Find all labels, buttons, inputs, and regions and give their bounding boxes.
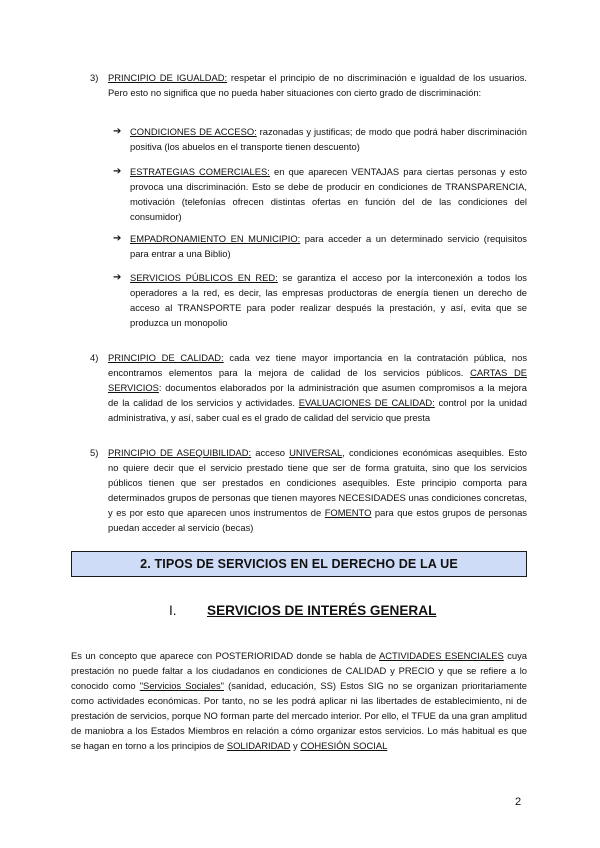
list-item (113, 270, 527, 330)
principle-text: control por la unidad administrativa, y así, saber cual es el grado de calidad del servicio que presta (108, 397, 528, 423)
list-item (113, 164, 527, 224)
arrow-right-icon: ➔ (113, 272, 122, 283)
cohesion-social-term: COHESIÓN SOCIAL (300, 740, 388, 751)
principle-text: para que estos grupos de personas puedan acceder al servicio (becas) (108, 507, 527, 533)
item-title: SERVICIOS PÚBLICOS EN RED: (130, 272, 278, 283)
principle-title: PRINCIPIO DE IGUALDAD: (108, 72, 228, 83)
solidaridad-term: SOLIDARIDAD (226, 740, 291, 751)
body-text: y (290, 740, 301, 751)
evaluaciones-de-calidad-term: EVALUACIONES DE CALIDAD: (298, 397, 435, 408)
item-text: para acceder a un determinado servicio (requisitos para entrar a una Biblio) (130, 233, 527, 259)
arrow-right-icon: ➔ (113, 166, 122, 177)
list-number: 3) (90, 72, 99, 83)
principle-text: acceso (251, 447, 290, 458)
fomento-term: FOMENTO (324, 507, 372, 518)
principle-asequibilidad (90, 445, 527, 535)
list-item (113, 124, 527, 154)
arrow-right-icon: ➔ (113, 233, 122, 244)
body-text: cuya prestación no puede faltar a los ciudadanos en condiciones de CALIDAD y PRECIO y que se refiere a lo conocido como (71, 650, 528, 691)
principle-title: PRINCIPIO DE ASEQUIBILIDAD: (108, 447, 252, 458)
cartas-de-servicios-term: CARTAS DE SERVICIOS (108, 367, 527, 393)
servicios-sociales-term: "Servicios Sociales" (139, 680, 224, 691)
body-text: Es un concepto que aparece con POSTERIORIDAD donde se habla de (71, 650, 379, 661)
section-heading-box (71, 551, 527, 577)
principle-text: : documentos elaborados por la administración que asumen compromisos a la mejora de la calidad de los servicios y actividades. (108, 382, 527, 408)
section-title: 2. TIPOS DE SERVICIOS EN EL DERECHO DE LA UE (140, 557, 458, 571)
subsection-title: SERVICIOS DE INTERÉS GENERAL (207, 603, 437, 618)
item-text: razonadas y justificas; de modo que podrá haber discriminación positiva (los abuelos en el transporte tienen descuento) (130, 126, 527, 152)
item-title: EMPADRONAMIENTO EN MUNICIPIO: (130, 233, 301, 244)
arrow-right-icon: ➔ (113, 126, 122, 137)
item-text: se garantiza el acceso por la interconexión a todos los operadores a la red, es decir, las empresas productoras de energía tienen un derecho de acceso al TRANSPORTE para poder realizar después la prestación, y así, evita que se produzca un monopolio (130, 272, 527, 328)
principle-title: PRINCIPIO DE CALIDAD: (108, 352, 224, 363)
page-number: 2 (515, 796, 522, 808)
list-number: 5) (90, 447, 99, 458)
body-paragraph (71, 648, 527, 753)
item-text: en que aparecen VENTAJAS para ciertas personas y esto provoca una discriminación. Esto se debe de producir en condiciones de TRANSPARENCIA, motivación (telefonías ofrecen distintas ofertas en función del de las condiciones del consumidor) (130, 166, 527, 222)
principle-calidad (90, 350, 528, 425)
item-title: CONDICIONES DE ACCESO: (130, 126, 257, 137)
principle-text: cada vez tiene mayor importancia en la contratación pública, nos encontramos elementos para la mejora de calidad de los servicios públicos. (108, 352, 528, 378)
subsection-heading (169, 603, 436, 618)
body-text: (sanidad, educación, SS) Estos SIG no se organizan prioritariamente como actividades económicas. Por tanto, no se les podrá aplicar ni las libertades de establecimiento, ni de prestación de servicios, porque NO forman parte del mercado interior. Por ello, el TFUE da una gran amplitud de maniobra a los Estados Miembros en relación a cómo organizar estos servicios. Lo más habitual es que se hagan en torno a los principios de (71, 680, 527, 751)
principle-text: , condiciones económicas asequibles. Esto no quiere decir que el servicio prestado tiene que ser de forma gratuita, sino que los servicios públicos tienen que ser prestados en condiciones asequibles. Este principio comporta para determinados grupos de personas que tienen mayores NECESIDADES unas condiciones concretas, y es por esto que aparecen unos instrumentos de (108, 447, 527, 518)
universal-term: UNIVERSAL (289, 447, 343, 458)
actividades-esenciales-term: ACTIVIDADES ESENCIALES (378, 650, 504, 661)
subsection-roman-numeral: I. (169, 603, 177, 618)
principle-text: respetar el principio de no discriminación e igualdad de los usuarios. Pero esto no significa que no pueda haber situaciones con cierto grado de discriminación: (108, 72, 527, 98)
principle-igualdad (90, 70, 527, 100)
list-number: 4) (90, 352, 99, 363)
list-item (113, 231, 527, 261)
item-title: ESTRATEGIAS COMERCIALES: (130, 166, 270, 177)
